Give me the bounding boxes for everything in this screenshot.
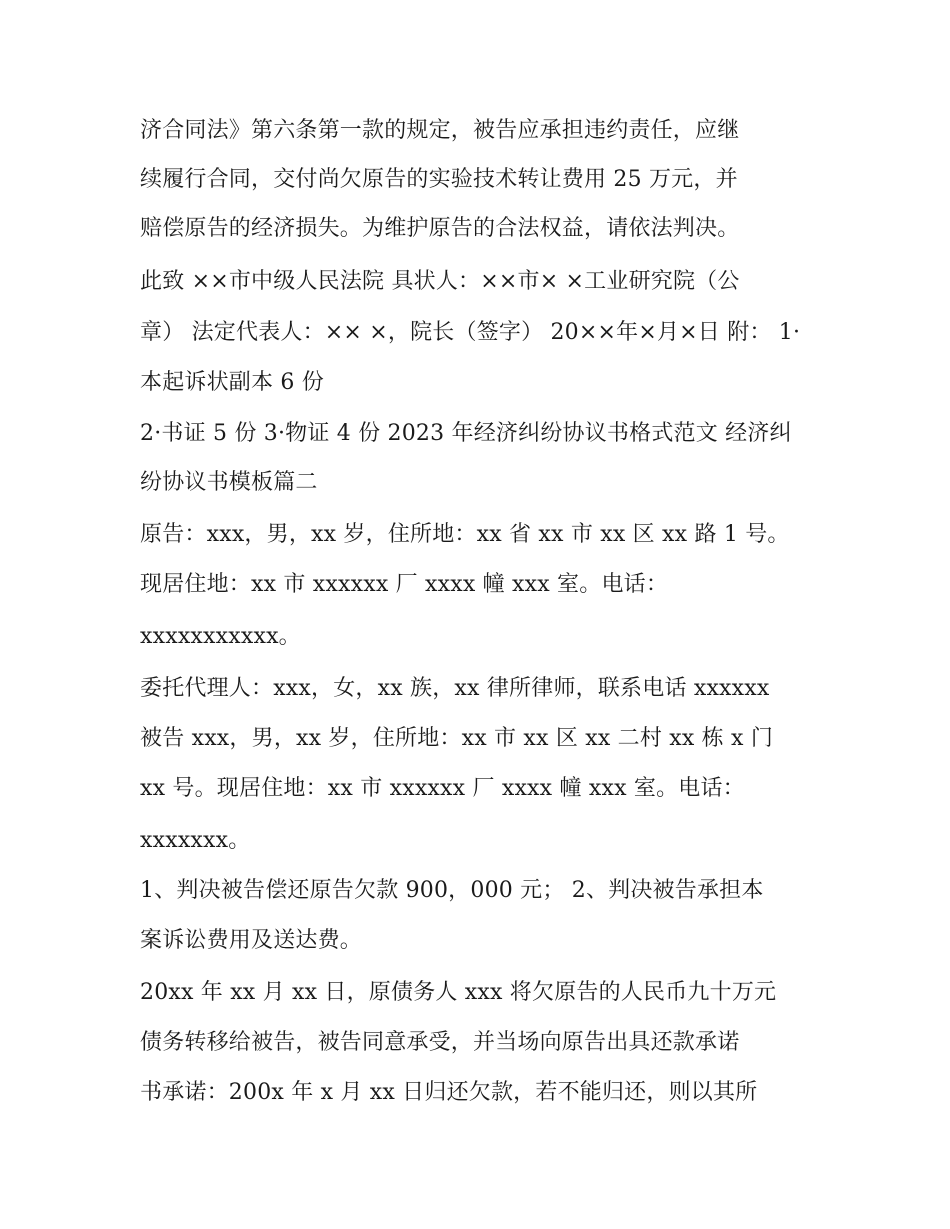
text-line: xxxxxxx。 <box>140 828 251 853</box>
text-line: 案诉讼费用及送达费。 <box>140 928 363 953</box>
text-line: 现居住地：xx 市 xxxxxx 厂 xxxx 幢 xxx 室。电话： <box>140 572 669 597</box>
text-line: 章） 法定代表人：×× ×，院长（签字） 20××年×月×日 附： 1· <box>140 320 801 345</box>
text-line: 被告 xxx，男，xx 岁，住所地：xx 市 xx 区 xx 二村 xx 栋 x 门 <box>140 726 774 751</box>
text-line: 书承诺：200x 年 x 月 xx 日归还欠款，若不能归还，则以其所 <box>140 1080 758 1105</box>
text-line: 本起诉状副本 6 份 <box>140 370 324 395</box>
text-line: xxxxxxxxxxx。 <box>140 624 301 649</box>
text-line: 纷协议书模板篇二 <box>140 470 318 495</box>
text-line: 赔偿原告的经济损失。为维护原告的合法权益，请依法判决。 <box>140 216 740 241</box>
text-line: 1、判决被告偿还原告欠款 900，000 元； 2、判决被告承担本 <box>140 878 764 903</box>
text-line: 此致 ××市中级人民法院 具状人：××市× ×工业研究院（公 <box>140 269 740 294</box>
text-line: 委托代理人：xxx，女，xx 族，xx 律所律师，联系电话 xxxxxx <box>140 676 770 701</box>
text-line: 2·书证 5 份 3·物证 4 份 2023 年经济纠纷协议书格式范文 经济纠 <box>140 421 792 446</box>
text-line: 续履行合同，交付尚欠原告的实验技术转让费用 25 万元，并 <box>140 167 738 192</box>
text-line: 济合同法》第六条第一款的规定，被告应承担违约责任，应继 <box>140 118 740 143</box>
text-line: 原告：xxx，男，xx 岁，住所地：xx 省 xx 市 xx 区 xx 路 1 号。 <box>140 522 790 547</box>
text-line: xx 号。现居住地：xx 市 xxxxxx 厂 xxxx 幢 xxx 室。电话： <box>140 776 745 801</box>
text-line: 债务转移给被告，被告同意承受，并当场向原告出具还款承诺 <box>140 1030 740 1055</box>
text-line: 20xx 年 xx 月 xx 日，原债务人 xxx 将欠原告的人民币九十万元 <box>140 980 777 1005</box>
